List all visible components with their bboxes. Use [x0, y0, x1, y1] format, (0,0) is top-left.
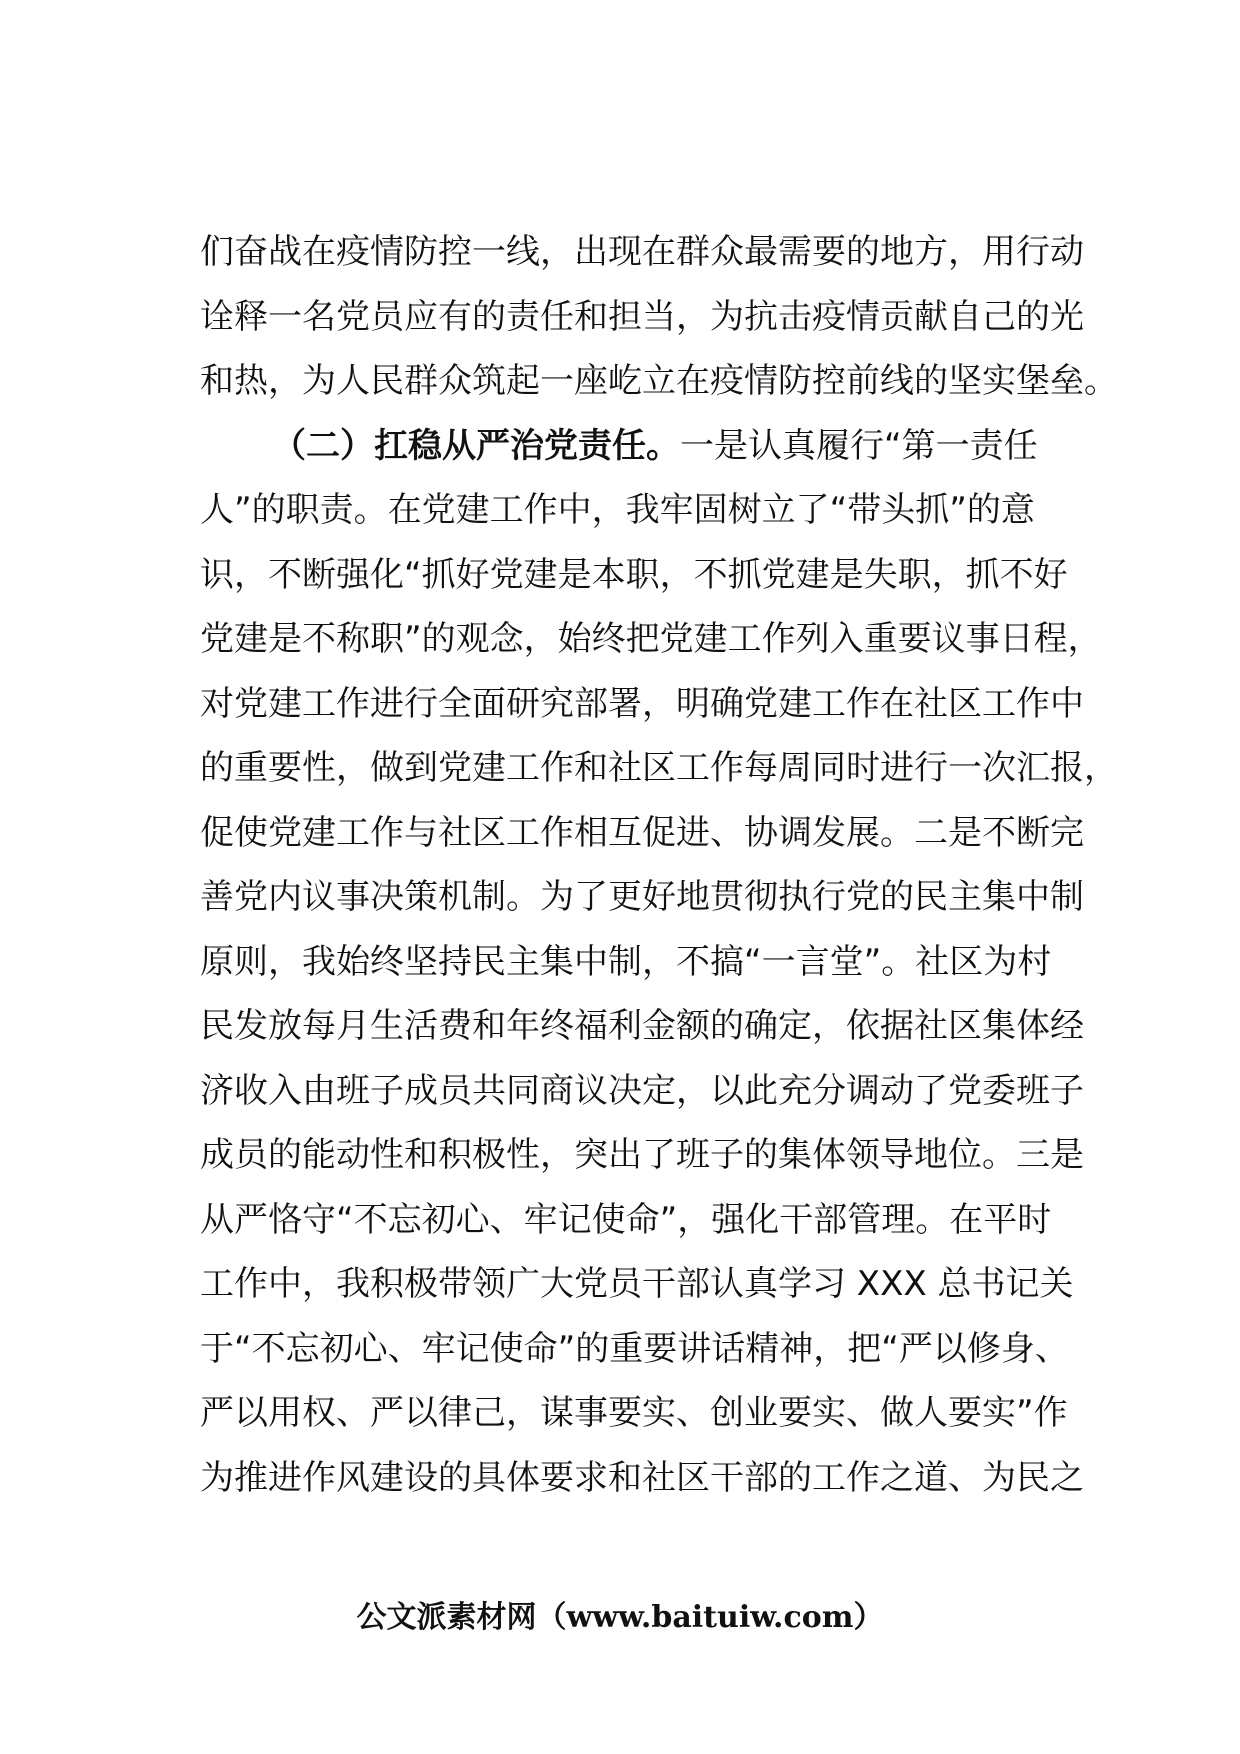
footer-source-line: 公文派素材网（www.baituiw.com）	[356, 1600, 884, 1635]
paragraph-line: 工作中，我积极带领广大党员干部认真学习 XXX 总书记关	[200, 1264, 1074, 1304]
paragraph-line: 成员的能动性和积极性，突出了班子的集体领导地位。三是	[200, 1135, 1084, 1175]
paragraph-line: 民发放每月生活费和年终福利金额的确定，依据社区集体经	[200, 1006, 1084, 1046]
paragraph-line: 严以用权、严以律己，谋事要实、创业要实、做人要实”作	[200, 1393, 1068, 1433]
body-text	[200, 220, 1118, 1510]
paragraph-line: 于“不忘初心、牢记使命”的重要讲话精神，把“严以修身、	[200, 1328, 1069, 1369]
section-first-line-text: 一是认真履行“第一责任	[680, 425, 1038, 466]
paragraph-line: 人”的职责。在党建工作中，我牢固树立了“带头抓”的意	[200, 490, 1035, 530]
paragraph-line: 从严恪守“不忘初心、牢记使命”，强化干部管理。在平时	[200, 1199, 1052, 1240]
paragraph-line: 的重要性，做到党建工作和社区工作每周同时进行一次汇报，	[200, 748, 1118, 788]
paragraph-line: 为推进作风建设的具体要求和社区干部的工作之道、为民之	[200, 1457, 1084, 1498]
paragraph-line: 济收入由班子成员共同商议决定，以此充分调动了党委班子	[200, 1070, 1084, 1111]
paragraph-line: 党建是不称职”的观念，始终把党建工作列入重要议事日程，	[200, 619, 1102, 659]
section-first-line	[200, 414, 1080, 479]
paragraph-line: 识，不断强化“抓好党建是本职，不抓党建是失职，抓不好	[200, 554, 1068, 595]
paragraph-line: 促使党建工作与社区工作相互促进、协调发展。二是不断完	[200, 812, 1084, 853]
paragraph-line: 们奋战在疫情防控一线，出现在群众最需要的地方，用行动	[200, 232, 1084, 272]
paragraph-line: 善党内议事决策机制。为了更好地贯彻执行党的民主集中制	[200, 877, 1084, 917]
paragraph-line: 对党建工作进行全面研究部署，明确党建工作在社区工作中	[200, 683, 1084, 724]
paragraph-line: 和热，为人民群众筑起一座屹立在疫情防控前线的坚实堡垒。	[200, 361, 1118, 401]
paragraph-line: 诠释一名党员应有的责任和担当，为抗击疫情贡献自己的光	[200, 296, 1084, 337]
paragraph-line: 原则，我始终坚持民主集中制，不搞“一言堂”。社区为村	[200, 941, 1052, 982]
section-heading: （二）扛稳从严治党责任。	[272, 425, 680, 466]
